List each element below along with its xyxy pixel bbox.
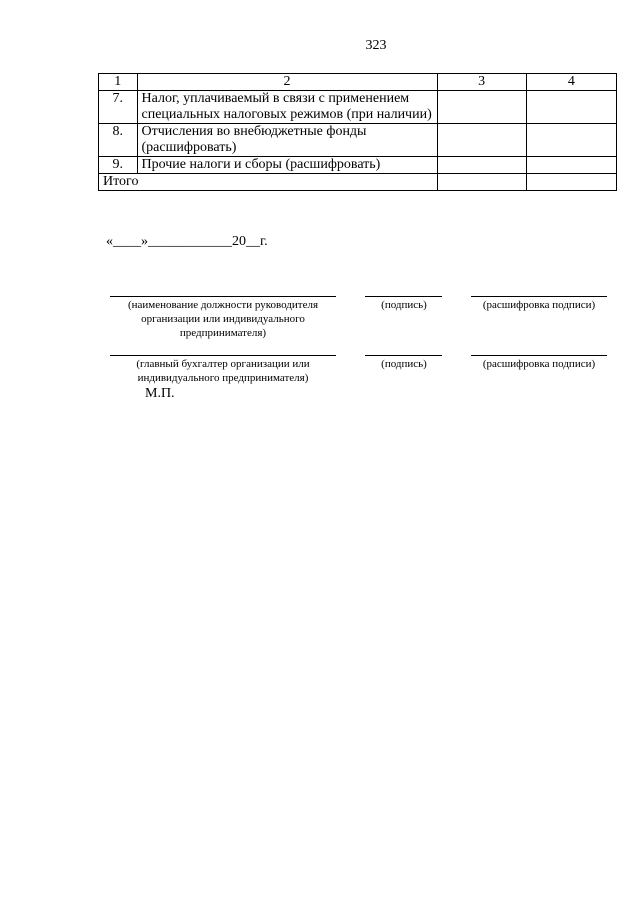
- accountant-signature-line: [110, 355, 336, 356]
- accountant-decoding-caption: (расшифровка подписи): [482, 358, 596, 370]
- row-value-3: [437, 91, 526, 124]
- position-signature-line: [110, 296, 336, 297]
- header-cell-3: 3: [437, 74, 526, 91]
- decoding-caption: (расшифровка подписи): [482, 299, 596, 311]
- row-number: 7.: [99, 91, 138, 124]
- table-row: [99, 91, 617, 124]
- row-text: Налог, уплачиваемый в связи с применением специальных налоговых режимов (при наличии): [137, 91, 437, 124]
- signature-line: [365, 296, 442, 297]
- table-header-row: [99, 74, 617, 91]
- row-value-4: [526, 124, 616, 157]
- total-value-4: [526, 174, 616, 191]
- stamp-label: М.П.: [145, 386, 175, 401]
- total-label: Итого: [99, 174, 438, 191]
- accountant-sign-line: [365, 355, 442, 356]
- table-total-row: [99, 174, 617, 191]
- header-cell-1: 1: [99, 74, 138, 91]
- accountant-signature-caption: (подпись): [381, 358, 427, 370]
- date-line: «____»____________20__г.: [106, 234, 268, 249]
- row-value-4: [526, 91, 616, 124]
- row-value-4: [526, 157, 616, 174]
- row-text: Прочие налоги и сборы (расшифровать): [137, 157, 437, 174]
- row-number: 8.: [99, 124, 138, 157]
- header-cell-4: 4: [526, 74, 616, 91]
- row-text: Отчисления во внебюджетные фонды (расшифровать): [137, 124, 437, 157]
- table-row: [99, 157, 617, 174]
- accountant-caption: (главный бухгалтер организации или индивидуального предпринимателя): [136, 358, 310, 384]
- row-number: 9.: [99, 157, 138, 174]
- accountant-decoding-line: [471, 355, 607, 356]
- table-row: [99, 124, 617, 157]
- row-value-3: [437, 124, 526, 157]
- tax-table: [98, 73, 617, 191]
- header-cell-2: 2: [137, 74, 437, 91]
- decoding-signature-line: [471, 296, 607, 297]
- position-caption: (наименование должности руководителя организации или индивидуального предпринимателя): [127, 299, 319, 339]
- page-number: 323: [365, 38, 387, 53]
- row-value-3: [437, 157, 526, 174]
- signature-caption: (подпись): [381, 299, 427, 311]
- total-value-3: [437, 174, 526, 191]
